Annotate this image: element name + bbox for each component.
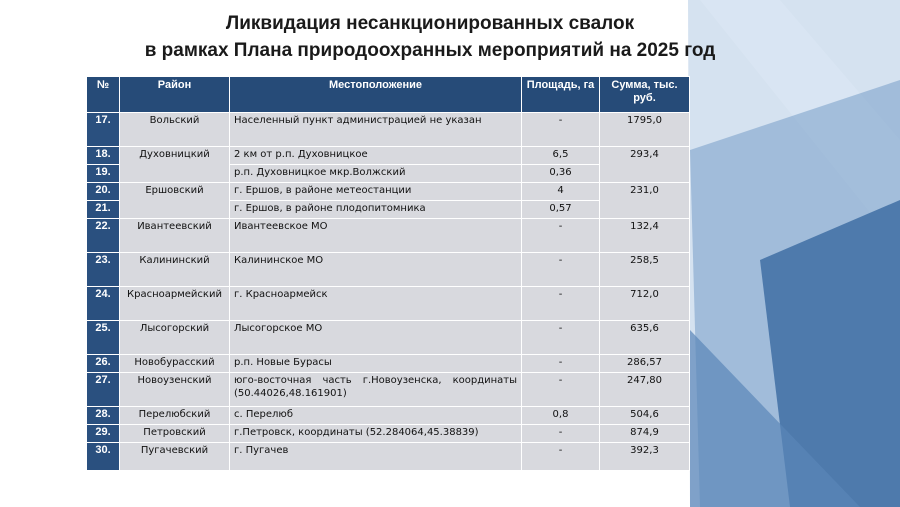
- row-sum: 132,4: [600, 219, 690, 253]
- row-location: г. Пугачев: [230, 443, 522, 471]
- slide-title-line-1: Ликвидация несанкционированных свалок: [225, 13, 635, 34]
- row-number: 20.: [87, 183, 120, 201]
- header-location: Местоположение: [230, 77, 522, 113]
- row-district: Вольский: [120, 113, 230, 147]
- row-district: Новоузенский: [120, 373, 230, 407]
- row-location: юго-восточная часть г.Новоузенска, координаты (50.44026,48.161901): [230, 373, 522, 407]
- row-location: р.п. Новые Бурасы: [230, 355, 522, 373]
- table-header-row: [87, 77, 690, 113]
- row-area: -: [522, 355, 600, 373]
- row-number: 27.: [87, 373, 120, 407]
- slide-title-line-2: в рамках Плана природоохранных мероприятий на 2025 год: [144, 40, 716, 61]
- table-row: [87, 355, 690, 373]
- row-area: -: [522, 113, 600, 147]
- row-number: 23.: [87, 253, 120, 287]
- row-number: 19.: [87, 165, 120, 183]
- table-row: [87, 443, 690, 471]
- row-number: 25.: [87, 321, 120, 355]
- row-district: Духовницкий: [120, 147, 230, 183]
- row-sum: 286,57: [600, 355, 690, 373]
- row-district: Красноармейский: [120, 287, 230, 321]
- row-location: 2 км от р.п. Духовницкое: [230, 147, 522, 165]
- row-number: 17.: [87, 113, 120, 147]
- row-area: -: [522, 443, 600, 471]
- row-location: Населенный пункт администрацией не указан: [230, 113, 522, 147]
- row-area: 0,8: [522, 407, 600, 425]
- row-sum: 635,6: [600, 321, 690, 355]
- row-number: 26.: [87, 355, 120, 373]
- row-sum: 504,6: [600, 407, 690, 425]
- table-row: [87, 147, 690, 165]
- header-area: Площадь, га: [522, 77, 600, 113]
- table-row: [87, 253, 690, 287]
- row-location: Лысогорское МО: [230, 321, 522, 355]
- row-location: г.Петровск, координаты (52.284064,45.38839): [230, 425, 522, 443]
- row-number: 30.: [87, 443, 120, 471]
- row-sum: 247,80: [600, 373, 690, 407]
- row-sum: 258,5: [600, 253, 690, 287]
- row-area: 6,5: [522, 147, 600, 165]
- row-number: 28.: [87, 407, 120, 425]
- row-area: -: [522, 321, 600, 355]
- row-location: р.п. Духовницкое мкр.Волжский: [230, 165, 522, 183]
- row-sum: 874,9: [600, 425, 690, 443]
- row-area: -: [522, 287, 600, 321]
- slide-title: [80, 10, 780, 64]
- row-district: Ершовский: [120, 183, 230, 219]
- table-row: [87, 425, 690, 443]
- table-row: [87, 373, 690, 407]
- row-area: 4: [522, 183, 600, 201]
- row-number: 24.: [87, 287, 120, 321]
- table-row: [87, 321, 690, 355]
- row-sum: 293,4: [600, 147, 690, 183]
- row-district: Петровский: [120, 425, 230, 443]
- row-location: г. Ершов, в районе плодопитомника: [230, 201, 522, 219]
- row-district: Перелюбский: [120, 407, 230, 425]
- dumps-table: [86, 76, 690, 471]
- row-area: 0,57: [522, 201, 600, 219]
- row-number: 22.: [87, 219, 120, 253]
- table-row: [87, 407, 690, 425]
- row-area: -: [522, 219, 600, 253]
- row-location: г. Ершов, в районе метеостанции: [230, 183, 522, 201]
- row-area: -: [522, 425, 600, 443]
- table-row: [87, 219, 690, 253]
- row-sum: 1795,0: [600, 113, 690, 147]
- row-location: с. Перелюб: [230, 407, 522, 425]
- row-sum: 712,0: [600, 287, 690, 321]
- row-area: 0,36: [522, 165, 600, 183]
- row-location: Калининское МО: [230, 253, 522, 287]
- table-row: [87, 287, 690, 321]
- row-district: Лысогорский: [120, 321, 230, 355]
- row-area: -: [522, 373, 600, 407]
- row-number: 29.: [87, 425, 120, 443]
- table-row: [87, 113, 690, 147]
- row-area: -: [522, 253, 600, 287]
- table-row: [87, 183, 690, 201]
- row-sum: 231,0: [600, 183, 690, 219]
- header-district: Район: [120, 77, 230, 113]
- row-district: Новобурасский: [120, 355, 230, 373]
- row-district: Пугачевский: [120, 443, 230, 471]
- row-location: г. Красноармейск: [230, 287, 522, 321]
- row-district: Ивантеевский: [120, 219, 230, 253]
- header-num: №: [87, 77, 120, 113]
- row-sum: 392,3: [600, 443, 690, 471]
- row-number: 21.: [87, 201, 120, 219]
- row-district: Калининский: [120, 253, 230, 287]
- row-location: Ивантеевское МО: [230, 219, 522, 253]
- row-number: 18.: [87, 147, 120, 165]
- header-sum: Сумма, тыс. руб.: [600, 77, 690, 113]
